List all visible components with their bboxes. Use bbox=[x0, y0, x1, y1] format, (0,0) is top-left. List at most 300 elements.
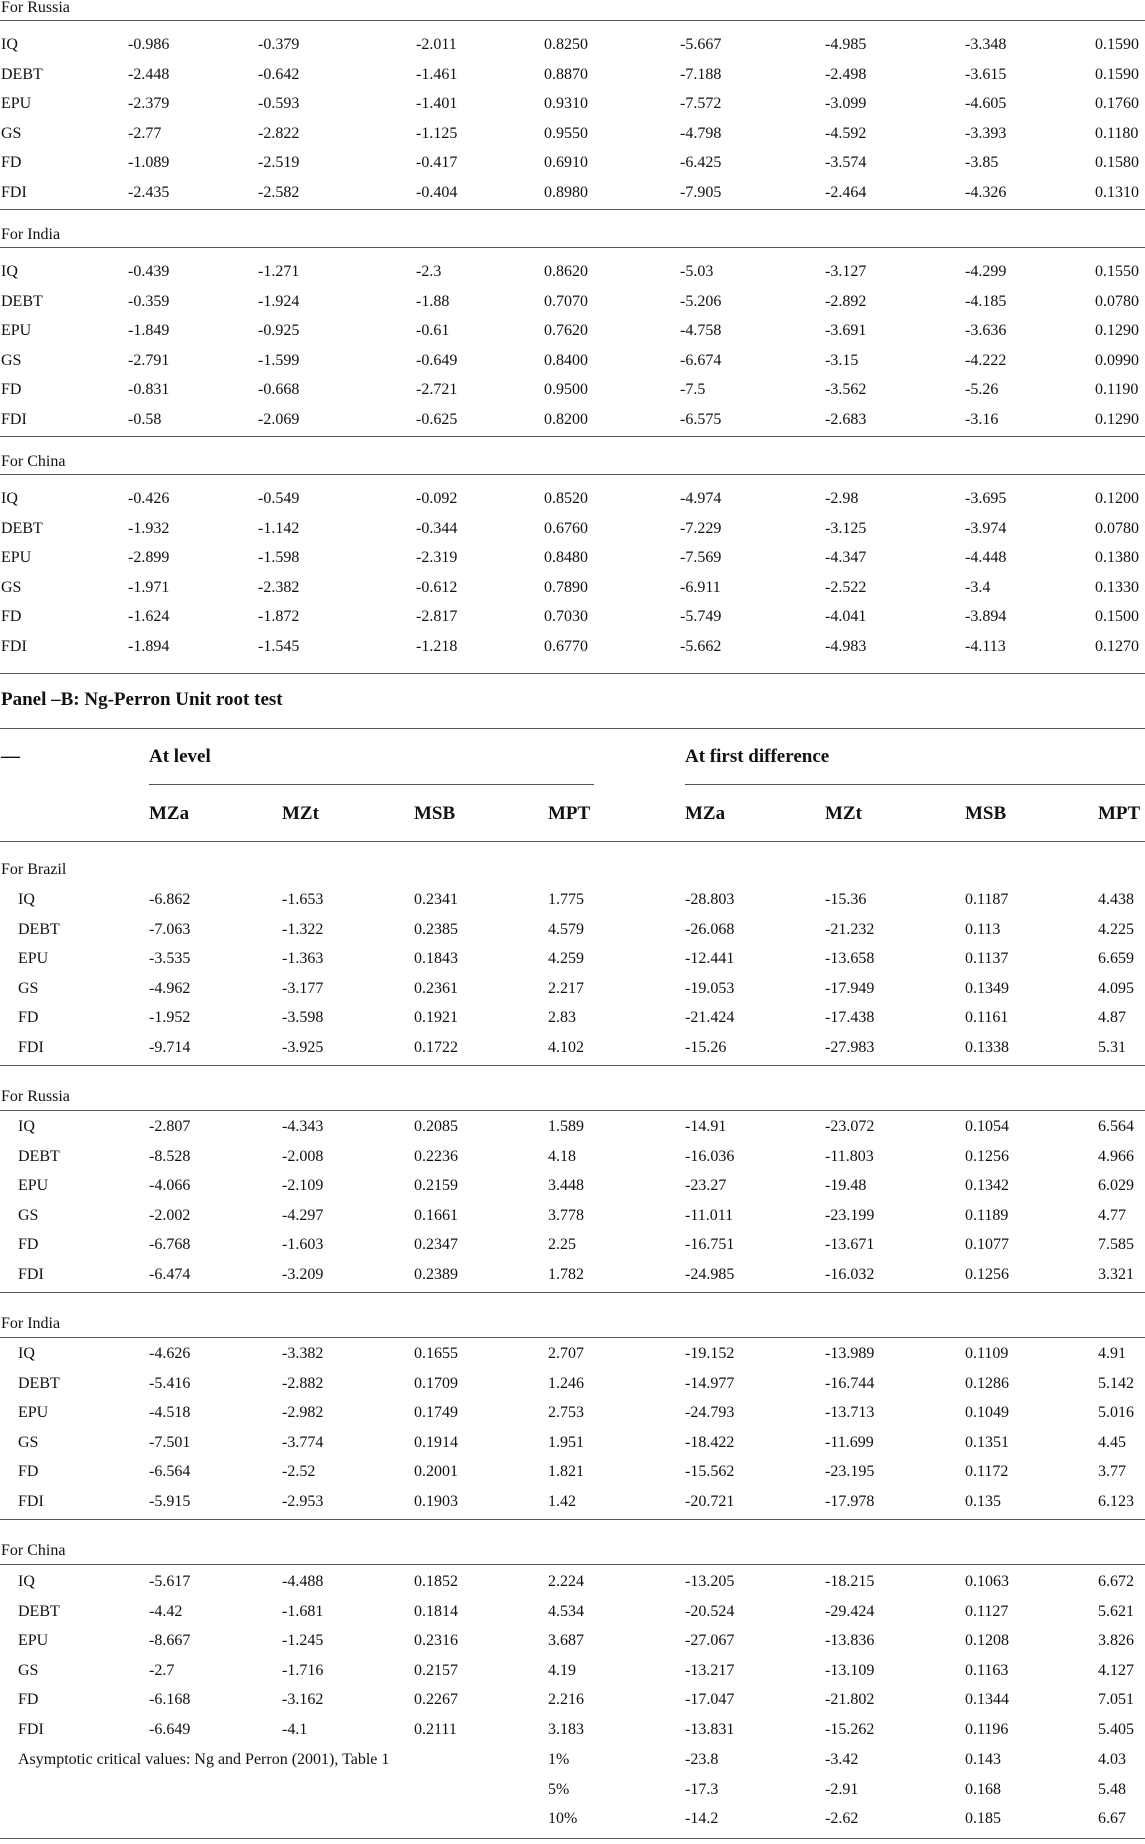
critical-value: 0.143 bbox=[965, 1751, 1001, 1768]
table-cell: 4.18 bbox=[548, 1147, 576, 1165]
table-cell: -6.564 bbox=[149, 1463, 191, 1480]
table-cell: -3.16 bbox=[965, 410, 999, 428]
table-cell: 0.1914 bbox=[414, 1433, 458, 1451]
table-rule bbox=[0, 1110, 1145, 1111]
table-cell: -15.262 bbox=[825, 1720, 875, 1738]
table-cell: -4.1 bbox=[282, 1720, 308, 1738]
table-cell: -7.572 bbox=[680, 95, 722, 112]
table-cell: -17.978 bbox=[825, 1492, 875, 1510]
table-cell: -3.562 bbox=[825, 381, 867, 398]
table-cell: -3.127 bbox=[825, 263, 867, 280]
table-cell: -23.195 bbox=[825, 1463, 875, 1480]
table-cell: 0.1661 bbox=[414, 1206, 458, 1224]
table-cell: 5.621 bbox=[1098, 1602, 1134, 1620]
table-cell: 0.1270 bbox=[1095, 637, 1139, 655]
table-cell: 7.051 bbox=[1098, 1691, 1134, 1708]
table-cell: -17.949 bbox=[825, 979, 875, 997]
table-cell: 2.224 bbox=[548, 1573, 584, 1590]
table-cell: -4.113 bbox=[965, 637, 1006, 655]
column-header: MSB bbox=[965, 803, 1007, 824]
table-cell: -2.899 bbox=[128, 549, 170, 566]
table-cell: -1.681 bbox=[282, 1602, 324, 1620]
table-cell: 5.142 bbox=[1098, 1374, 1134, 1392]
table-cell: 4.127 bbox=[1098, 1661, 1134, 1679]
table-cell: -11.699 bbox=[825, 1433, 874, 1451]
table-cell: 1.951 bbox=[548, 1433, 584, 1451]
significance-level: 5% bbox=[548, 1780, 570, 1798]
table-cell: 0.2385 bbox=[414, 920, 458, 938]
table-cell: -4.758 bbox=[680, 322, 722, 339]
table-cell: -2.52 bbox=[282, 1463, 316, 1480]
column-header: MSB bbox=[414, 803, 456, 824]
table-cell: 4.438 bbox=[1098, 891, 1134, 908]
table-cell: 0.2085 bbox=[414, 1118, 458, 1135]
table-cell: 0.7890 bbox=[544, 578, 588, 596]
table-cell: -2.683 bbox=[825, 410, 867, 428]
table-cell: -0.404 bbox=[416, 183, 458, 201]
table-cell: -17.047 bbox=[685, 1691, 735, 1708]
table-cell: 4.87 bbox=[1098, 1009, 1126, 1026]
row-variable: DEBT bbox=[1, 292, 43, 310]
table-cell: -1.089 bbox=[128, 154, 170, 171]
table-cell: 3.448 bbox=[548, 1177, 584, 1194]
table-cell: 0.0780 bbox=[1095, 519, 1139, 537]
table-cell: -21.232 bbox=[825, 920, 875, 938]
table-cell: -4.605 bbox=[965, 95, 1007, 112]
table-cell: -3.774 bbox=[282, 1433, 324, 1451]
table-cell: -1.322 bbox=[282, 920, 324, 938]
table-cell: -4.974 bbox=[680, 490, 722, 507]
critical-value: 0.185 bbox=[965, 1810, 1001, 1827]
table-cell: -6.168 bbox=[149, 1691, 191, 1708]
table-cell: 4.225 bbox=[1098, 920, 1134, 938]
table-cell: 1.775 bbox=[548, 891, 584, 908]
column-header: MZt bbox=[825, 803, 862, 824]
table-cell: -6.911 bbox=[680, 578, 721, 596]
table-cell: -5.416 bbox=[149, 1374, 191, 1392]
table-cell: -2.382 bbox=[258, 578, 300, 596]
table-cell: -14.91 bbox=[685, 1118, 727, 1135]
critical-value: -2.62 bbox=[825, 1810, 859, 1827]
table-cell: -23.199 bbox=[825, 1206, 875, 1224]
table-cell: -2.98 bbox=[825, 490, 859, 507]
table-cell: -13.989 bbox=[825, 1345, 875, 1362]
table-cell: -5.667 bbox=[680, 36, 722, 53]
table-cell: 0.1843 bbox=[414, 950, 458, 967]
table-cell: 0.1760 bbox=[1095, 95, 1139, 112]
table-cell: -6.674 bbox=[680, 351, 722, 369]
table-cell: -1.932 bbox=[128, 519, 170, 537]
table-cell: -2.522 bbox=[825, 578, 867, 596]
table-cell: -13.217 bbox=[685, 1661, 735, 1679]
table-cell: -1.849 bbox=[128, 322, 170, 339]
critical-value: 6.67 bbox=[1098, 1810, 1126, 1827]
table-cell: 0.8200 bbox=[544, 410, 588, 428]
group-label: For China bbox=[1, 1542, 66, 1559]
table-cell: 0.1256 bbox=[965, 1265, 1009, 1283]
table-cell: -7.501 bbox=[149, 1433, 191, 1451]
table-cell: -4.185 bbox=[965, 292, 1007, 310]
table-cell: -4.626 bbox=[149, 1345, 191, 1362]
table-cell: -23.072 bbox=[825, 1118, 875, 1135]
row-variable: FD bbox=[18, 1463, 39, 1480]
row-variable: FD bbox=[18, 1691, 39, 1708]
table-cell: -2.721 bbox=[416, 381, 458, 398]
table-cell: -4.518 bbox=[149, 1404, 191, 1421]
table-cell: 0.1172 bbox=[965, 1463, 1009, 1480]
table-cell: 0.1200 bbox=[1095, 490, 1139, 507]
table-cell: 0.1187 bbox=[965, 891, 1009, 908]
table-cell: -1.624 bbox=[128, 608, 170, 625]
table-cell: 0.1190 bbox=[1095, 381, 1139, 398]
table-cell: -27.067 bbox=[685, 1632, 735, 1649]
table-cell: 6.029 bbox=[1098, 1177, 1134, 1194]
table-cell: -7.063 bbox=[149, 920, 191, 938]
table-cell: -1.545 bbox=[258, 637, 300, 655]
table-cell: 0.1590 bbox=[1095, 65, 1139, 83]
row-variable: GS bbox=[18, 1433, 39, 1451]
table-cell: -19.48 bbox=[825, 1177, 867, 1194]
table-cell: 1.782 bbox=[548, 1265, 584, 1283]
table-cell: -3.4 bbox=[965, 578, 991, 596]
table-cell: -18.215 bbox=[825, 1573, 875, 1590]
table-cell: -13.658 bbox=[825, 950, 875, 967]
table-cell: -4.326 bbox=[965, 183, 1007, 201]
header-at-first-difference: At first difference bbox=[685, 746, 830, 767]
table-cell: 0.2361 bbox=[414, 979, 458, 997]
table-cell: 3.77 bbox=[1098, 1463, 1126, 1480]
column-header: MZt bbox=[282, 803, 319, 824]
table-cell: -0.642 bbox=[258, 65, 300, 83]
table-cell: 4.534 bbox=[548, 1602, 584, 1620]
table-cell: -7.905 bbox=[680, 183, 722, 201]
table-cell: -1.401 bbox=[416, 95, 458, 112]
table-cell: -1.716 bbox=[282, 1661, 324, 1679]
table-cell: -1.971 bbox=[128, 578, 170, 596]
table-rule bbox=[0, 1838, 1145, 1839]
row-variable: FDI bbox=[18, 1265, 44, 1283]
group-label: For India bbox=[1, 1315, 61, 1332]
row-variable: GS bbox=[1, 351, 22, 369]
table-cell: 4.966 bbox=[1098, 1147, 1134, 1165]
table-cell: 0.1290 bbox=[1095, 410, 1139, 428]
table-cell: 0.1054 bbox=[965, 1118, 1009, 1135]
table-rule bbox=[0, 247, 1145, 248]
table-cell: -1.271 bbox=[258, 263, 300, 280]
table-cell: -2.982 bbox=[282, 1404, 324, 1421]
table-cell: 6.123 bbox=[1098, 1492, 1134, 1510]
table-cell: -11.011 bbox=[685, 1206, 734, 1224]
table-cell: 0.2347 bbox=[414, 1236, 458, 1253]
table-cell: -2.109 bbox=[282, 1177, 324, 1194]
table-cell: -5.26 bbox=[965, 381, 999, 398]
table-cell: 0.1655 bbox=[414, 1345, 458, 1362]
table-cell: 0.1921 bbox=[414, 1009, 458, 1026]
table-cell: 0.1380 bbox=[1095, 549, 1139, 566]
table-cell: 0.1063 bbox=[965, 1573, 1009, 1590]
table-cell: -16.036 bbox=[685, 1147, 735, 1165]
table-cell: 3.687 bbox=[548, 1632, 584, 1649]
row-variable: DEBT bbox=[18, 1147, 60, 1165]
table-cell: -0.61 bbox=[416, 322, 450, 339]
table-cell: 0.2267 bbox=[414, 1691, 458, 1708]
row-variable: FD bbox=[18, 1009, 39, 1026]
significance-level: 10% bbox=[548, 1810, 578, 1827]
table-cell: 0.8870 bbox=[544, 65, 588, 83]
critical-value: -23.8 bbox=[685, 1751, 719, 1768]
table-cell: -2.882 bbox=[282, 1374, 324, 1392]
table-cell: -0.426 bbox=[128, 490, 170, 507]
table-cell: 5.016 bbox=[1098, 1404, 1134, 1421]
group-label: For Russia bbox=[1, 0, 70, 16]
table-cell: 0.2236 bbox=[414, 1147, 458, 1165]
table-cell: -5.749 bbox=[680, 608, 722, 625]
table-cell: -2.319 bbox=[416, 549, 458, 566]
table-cell: -6.768 bbox=[149, 1236, 191, 1253]
table-cell: 0.1590 bbox=[1095, 36, 1139, 53]
row-variable: EPU bbox=[1, 95, 32, 112]
table-cell: -3.85 bbox=[965, 154, 999, 171]
table-cell: -2.435 bbox=[128, 183, 170, 201]
critical-value: -14.2 bbox=[685, 1810, 719, 1827]
table-cell: 0.113 bbox=[965, 920, 1001, 938]
table-cell: -3.695 bbox=[965, 490, 1007, 507]
table-cell: 4.102 bbox=[548, 1038, 584, 1056]
table-cell: -4.347 bbox=[825, 549, 867, 566]
table-cell: 5.405 bbox=[1098, 1720, 1134, 1738]
table-cell: -1.872 bbox=[258, 608, 300, 625]
table-cell: -3.382 bbox=[282, 1345, 324, 1362]
table-rule bbox=[0, 728, 1145, 729]
table-cell: -2.807 bbox=[149, 1118, 191, 1135]
table-cell: -1.894 bbox=[128, 637, 170, 655]
row-variable: GS bbox=[18, 979, 39, 997]
table-cell: 3.183 bbox=[548, 1720, 584, 1738]
table-cell: 0.0780 bbox=[1095, 292, 1139, 310]
table-cell: 0.1749 bbox=[414, 1404, 458, 1421]
table-cell: -19.152 bbox=[685, 1345, 735, 1362]
table-cell: 0.8520 bbox=[544, 490, 588, 507]
table-cell: 1.589 bbox=[548, 1118, 584, 1135]
table-cell: 6.564 bbox=[1098, 1118, 1134, 1135]
table-rule bbox=[0, 436, 1145, 437]
table-cell: -3.209 bbox=[282, 1265, 324, 1283]
table-cell: -7.569 bbox=[680, 549, 722, 566]
table-cell: 4.45 bbox=[1098, 1433, 1126, 1451]
table-cell: -8.528 bbox=[149, 1147, 191, 1165]
table-cell: 0.2159 bbox=[414, 1177, 458, 1194]
table-cell: 4.259 bbox=[548, 950, 584, 967]
table-cell: 0.1109 bbox=[965, 1345, 1009, 1362]
critical-value: -2.91 bbox=[825, 1780, 859, 1798]
table-cell: 0.1349 bbox=[965, 979, 1009, 997]
critical-values-note: Asymptotic critical values: Ng and Perron (2001), Table 1 bbox=[18, 1751, 390, 1768]
table-cell: -1.245 bbox=[282, 1632, 324, 1649]
table-cell: -2.582 bbox=[258, 183, 300, 201]
table-cell: -2.008 bbox=[282, 1147, 324, 1165]
table-cell: 2.707 bbox=[548, 1345, 584, 1362]
table-cell: -0.379 bbox=[258, 36, 300, 53]
table-cell: -3.598 bbox=[282, 1009, 324, 1026]
row-variable: EPU bbox=[18, 1632, 49, 1649]
table-cell: 3.826 bbox=[1098, 1632, 1134, 1649]
table-cell: -5.617 bbox=[149, 1573, 191, 1590]
table-rule bbox=[0, 474, 1145, 475]
table-cell: -6.649 bbox=[149, 1720, 191, 1738]
table-cell: -2.892 bbox=[825, 292, 867, 310]
table-cell: -5.03 bbox=[680, 263, 714, 280]
table-cell: 3.321 bbox=[1098, 1265, 1134, 1283]
row-variable: EPU bbox=[18, 1177, 49, 1194]
table-cell: 0.1286 bbox=[965, 1374, 1009, 1392]
group-label: For China bbox=[1, 453, 66, 470]
table-cell: -23.27 bbox=[685, 1177, 727, 1194]
table-cell: -21.424 bbox=[685, 1009, 735, 1026]
table-cell: -13.713 bbox=[825, 1404, 875, 1421]
row-variable: IQ bbox=[1, 490, 18, 507]
table-cell: -13.836 bbox=[825, 1632, 875, 1649]
table-rule bbox=[0, 1292, 1145, 1293]
table-cell: -0.831 bbox=[128, 381, 170, 398]
row-variable: DEBT bbox=[18, 920, 60, 938]
table-cell: -0.549 bbox=[258, 490, 300, 507]
table-cell: 0.2316 bbox=[414, 1632, 458, 1649]
table-cell: -0.668 bbox=[258, 381, 300, 398]
row-variable: GS bbox=[18, 1661, 39, 1679]
row-variable: FD bbox=[1, 381, 22, 398]
table-cell: 0.1500 bbox=[1095, 608, 1139, 625]
table-cell: -2.002 bbox=[149, 1206, 191, 1224]
critical-value: -3.42 bbox=[825, 1751, 859, 1768]
table-cell: 0.2111 bbox=[414, 1720, 457, 1738]
row-variable: DEBT bbox=[1, 519, 43, 537]
table-cell: -0.612 bbox=[416, 578, 458, 596]
table-cell: -5.662 bbox=[680, 637, 722, 655]
table-cell: -20.524 bbox=[685, 1602, 735, 1620]
row-variable: IQ bbox=[1, 263, 18, 280]
table-cell: -2.953 bbox=[282, 1492, 324, 1510]
table-cell: -13.109 bbox=[825, 1661, 875, 1679]
table-cell: 0.1290 bbox=[1095, 322, 1139, 339]
table-cell: -9.714 bbox=[149, 1038, 191, 1056]
table-cell: 0.0990 bbox=[1095, 351, 1139, 369]
table-cell: -19.053 bbox=[685, 979, 735, 997]
table-cell: -2.379 bbox=[128, 95, 170, 112]
table-cell: -0.344 bbox=[416, 519, 458, 537]
table-cell: 4.77 bbox=[1098, 1206, 1126, 1224]
table-cell: -4.962 bbox=[149, 979, 191, 997]
column-header: MZa bbox=[149, 803, 190, 824]
table-cell: 0.1580 bbox=[1095, 154, 1139, 171]
table-cell: -8.667 bbox=[149, 1632, 191, 1649]
row-variable: EPU bbox=[1, 549, 32, 566]
table-cell: 2.217 bbox=[548, 979, 584, 997]
critical-value: 5.48 bbox=[1098, 1780, 1126, 1798]
table-cell: -11.803 bbox=[825, 1147, 874, 1165]
table-cell: 0.1722 bbox=[414, 1038, 458, 1056]
table-cell: -4.592 bbox=[825, 124, 867, 142]
table-cell: -15.562 bbox=[685, 1463, 735, 1480]
table-cell: -4.222 bbox=[965, 351, 1007, 369]
table-cell: 6.659 bbox=[1098, 950, 1134, 967]
table-cell: -21.802 bbox=[825, 1691, 875, 1708]
row-variable: EPU bbox=[18, 1404, 49, 1421]
table-cell: -7.188 bbox=[680, 65, 722, 83]
table-cell: 0.2157 bbox=[414, 1661, 458, 1679]
table-cell: 0.7030 bbox=[544, 608, 588, 625]
critical-value: 0.168 bbox=[965, 1780, 1001, 1798]
table-cell: 0.1196 bbox=[965, 1720, 1009, 1738]
row-variable: FDI bbox=[1, 637, 27, 655]
table-cell: 1.246 bbox=[548, 1374, 584, 1392]
table-cell: -0.359 bbox=[128, 292, 170, 310]
table-cell: 0.1709 bbox=[414, 1374, 458, 1392]
table-cell: -3.125 bbox=[825, 519, 867, 537]
row-variable: IQ bbox=[1, 36, 18, 53]
table-cell: -1.461 bbox=[416, 65, 458, 83]
column-header: MPT bbox=[1098, 803, 1141, 824]
table-cell: -2.7 bbox=[149, 1661, 175, 1679]
table-cell: -4.448 bbox=[965, 549, 1007, 566]
table-cell: -3.574 bbox=[825, 154, 867, 171]
table-cell: -2.3 bbox=[416, 263, 442, 280]
table-cell: -18.422 bbox=[685, 1433, 735, 1451]
table-cell: -2.498 bbox=[825, 65, 867, 83]
table-cell: 0.1814 bbox=[414, 1602, 458, 1620]
table-cell: 7.585 bbox=[1098, 1236, 1134, 1253]
header-at-level: At level bbox=[149, 746, 211, 767]
table-cell: 0.6910 bbox=[544, 154, 588, 171]
table-cell: 1.42 bbox=[548, 1492, 576, 1510]
table-rule bbox=[0, 1564, 1145, 1565]
table-cell: 0.1338 bbox=[965, 1038, 1009, 1056]
row-variable: GS bbox=[18, 1206, 39, 1224]
table-cell: 0.1077 bbox=[965, 1236, 1009, 1253]
header-underline bbox=[149, 784, 594, 785]
table-cell: 0.7620 bbox=[544, 322, 588, 339]
table-cell: -17.438 bbox=[825, 1009, 875, 1026]
row-variable: IQ bbox=[18, 1118, 35, 1135]
panel-b-title: Panel –B: Ng-Perron Unit root test bbox=[1, 689, 283, 710]
table-cell: 0.2001 bbox=[414, 1463, 458, 1480]
table-cell: -0.625 bbox=[416, 410, 458, 428]
table-rule bbox=[0, 1519, 1145, 1520]
table-cell: 0.1342 bbox=[965, 1177, 1009, 1194]
table-cell: -3.15 bbox=[825, 351, 859, 369]
table-cell: -2.817 bbox=[416, 608, 458, 625]
table-cell: -5.206 bbox=[680, 292, 722, 310]
table-cell: -1.599 bbox=[258, 351, 300, 369]
table-cell: -1.598 bbox=[258, 549, 300, 566]
table-rule bbox=[0, 20, 1145, 21]
table-cell: 4.095 bbox=[1098, 979, 1134, 997]
table-cell: 4.19 bbox=[548, 1661, 576, 1679]
row-variable: GS bbox=[1, 124, 22, 142]
table-cell: 0.1180 bbox=[1095, 124, 1139, 142]
table-cell: -0.649 bbox=[416, 351, 458, 369]
table-cell: 0.6770 bbox=[544, 637, 588, 655]
table-cell: 3.778 bbox=[548, 1206, 584, 1224]
table-cell: 0.1256 bbox=[965, 1147, 1009, 1165]
header-dash: — bbox=[1, 746, 20, 767]
table-cell: -1.924 bbox=[258, 292, 300, 310]
table-cell: 0.8250 bbox=[544, 36, 588, 53]
row-variable: GS bbox=[1, 578, 22, 596]
table-cell: -16.751 bbox=[685, 1236, 735, 1253]
table-cell: -2.448 bbox=[128, 65, 170, 83]
table-cell: -3.099 bbox=[825, 95, 867, 112]
table-cell: -2.791 bbox=[128, 351, 170, 369]
